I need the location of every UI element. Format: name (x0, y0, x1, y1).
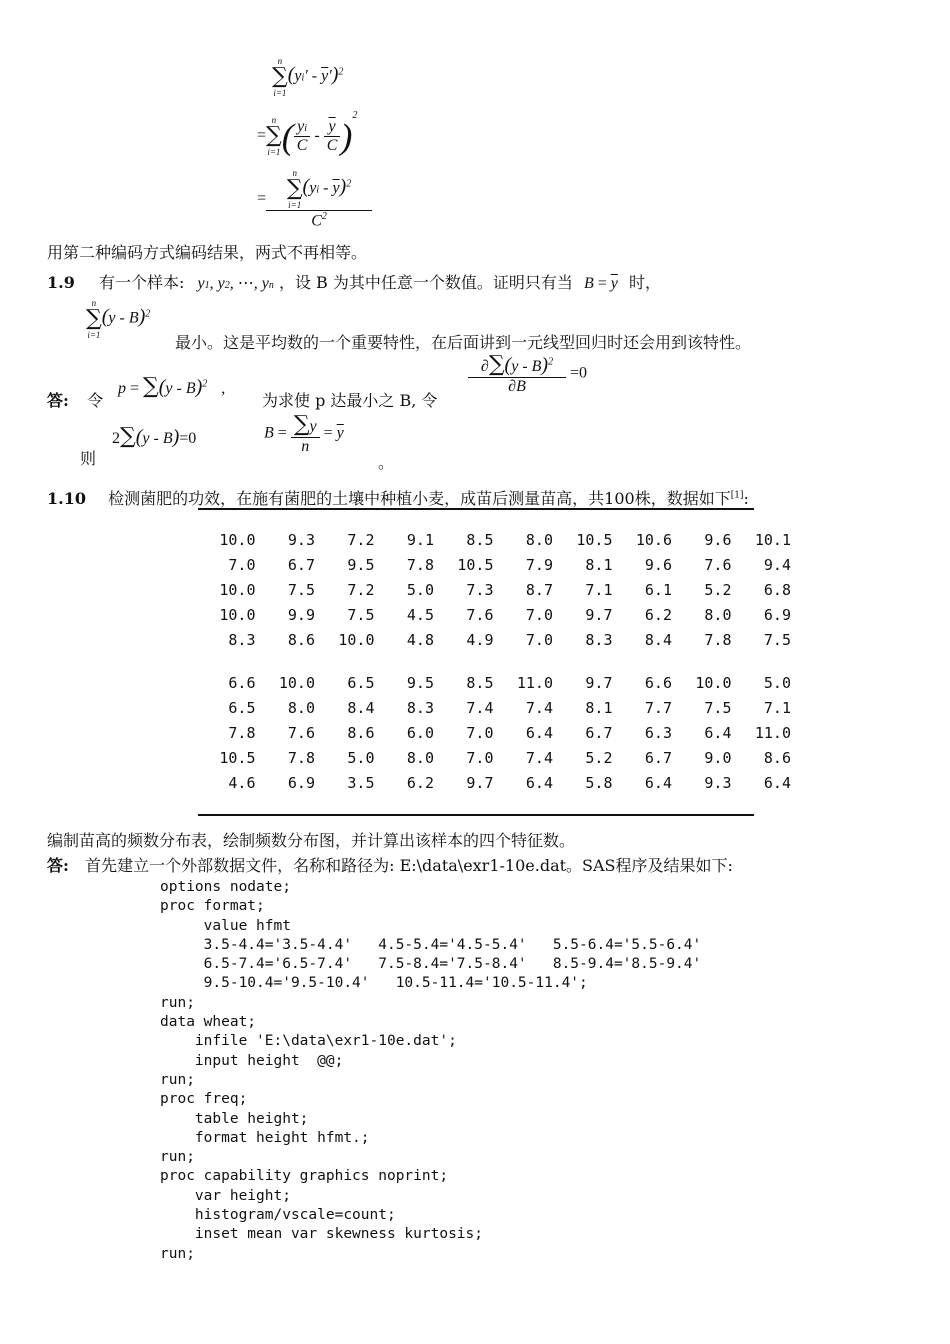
table-cell: 6.6 (644, 674, 672, 693)
table-cell: 3.5 (347, 773, 375, 792)
table-cell: 8.0 (525, 531, 553, 550)
formula-sum-fraction: = n ∑ i=1 ( $\frac{yi}{C}$ - $\frac{\overline{y}}{C}$ )$^2$ (257, 110, 358, 158)
table-cell: 6.4 (704, 723, 732, 742)
table-cell: 6.7 (644, 748, 672, 767)
table-cell: 6.4 (763, 773, 791, 792)
table-cell: 10.5 (576, 531, 613, 550)
code-line: input height @@; (160, 1052, 344, 1069)
table-row (200, 671, 795, 696)
formula-sum-y-minus-b: n ∑ i=1 (y - B)$^2$ (86, 298, 151, 340)
table-cell: 8.0 (406, 748, 434, 767)
table-cell: 10.5 (219, 748, 256, 767)
table-cell: 5.0 (406, 580, 434, 599)
sample-expression: y1, y2, ⋯, yn (197, 275, 274, 292)
table-cell: 7.8 (406, 556, 434, 575)
problem-number: 1.9 (47, 273, 75, 292)
table-cell: 7.7 (644, 699, 672, 718)
table-cell: 7.5 (763, 630, 791, 649)
table-cell: 7.6 (704, 556, 732, 575)
table-cell: 10.0 (695, 674, 732, 693)
table-cell: 6.4 (525, 773, 553, 792)
table-cell: 7.4 (525, 748, 553, 767)
code-line: 3.5-4.4='3.5-4.4' 4.5-5.4='4.5-5.4' 5.5-6.4='5.5-6.4' (160, 936, 702, 953)
table-cell: 10.1 (754, 531, 791, 550)
code-line: table height; (160, 1110, 309, 1127)
formula-p-definition: p = ∑(y - B)$^2$ , (118, 374, 226, 399)
code-line: format height hfmt.; (160, 1129, 370, 1146)
code-line: value hfmt (160, 917, 291, 934)
table-cell: 6.7 (585, 723, 613, 742)
data-table-block-1 (200, 528, 795, 652)
problem-text: 时， (629, 273, 662, 292)
table-cell: 5.2 (704, 580, 732, 599)
table-cell: 7.0 (525, 630, 553, 649)
table-row (200, 696, 795, 721)
table-cell: 8.6 (287, 630, 315, 649)
answer-text: 为求使 p 达最小之 B, 令 (262, 391, 438, 410)
table-cell: 8.5 (466, 531, 494, 550)
table-cell: 6.5 (228, 699, 256, 718)
table-cell: 5.2 (585, 748, 613, 767)
code-line: run; (160, 994, 195, 1011)
table-cell: 6.3 (644, 723, 672, 742)
table-row (200, 602, 795, 627)
code-line: proc freq; (160, 1091, 248, 1108)
table-cell: 6.9 (763, 605, 791, 624)
reference-mark: [1] (730, 490, 744, 501)
answer-text: 首先建立一个外部数据文件，名称和路径为: E:\data\exr1-10e.dat。SAS程序及结果如下: (85, 856, 733, 875)
table-cell: 7.4 (525, 699, 553, 718)
table-cell: 8.7 (525, 580, 553, 599)
problem-text: : (743, 489, 749, 508)
table-bottom-rule (198, 814, 754, 816)
table-cell: 6.7 (287, 556, 315, 575)
table-cell: 7.6 (466, 605, 494, 624)
table-row (200, 745, 795, 770)
table-cell: 4.9 (466, 630, 494, 649)
answer-label: 答: (47, 856, 69, 875)
table-cell: 7.6 (287, 723, 315, 742)
table-cell: 9.7 (585, 605, 613, 624)
table-cell: 7.5 (704, 699, 732, 718)
table-cell: 7.1 (585, 580, 613, 599)
answer-label: 答: (47, 391, 69, 410)
table-cell: 6.5 (347, 674, 375, 693)
answer-text: 则 (80, 449, 97, 468)
table-cell: 9.7 (585, 674, 613, 693)
table-cell: 7.2 (347, 580, 375, 599)
table-cell: 6.1 (644, 580, 672, 599)
condition-expression: $B = \overline{y}$ (583, 275, 618, 292)
problem-number: 1.10 (47, 489, 86, 508)
table-cell: 10.0 (219, 580, 256, 599)
code-line: data wheat; (160, 1014, 257, 1031)
code-line: infile 'E:\data\exr1-10e.dat'; (160, 1033, 457, 1050)
table-row (200, 721, 795, 746)
problem-1-9-line1 (47, 270, 661, 293)
table-cell: 9.9 (287, 605, 315, 624)
table-cell: 4.8 (406, 630, 434, 649)
table-cell: 7.2 (347, 531, 375, 550)
table-cell: 9.6 (704, 531, 732, 550)
formula-partial-derivative: $\frac{\partial\sum(y - B)^2}{\partial B}$ =0 (468, 352, 587, 396)
sas-code-block (160, 878, 701, 1264)
table-cell: 8.6 (347, 723, 375, 742)
answer-1-9-line1 (47, 388, 103, 411)
table-cell: 8.4 (347, 699, 375, 718)
answer-1-10 (47, 853, 733, 876)
table-cell: 7.5 (347, 605, 375, 624)
task-text: 编制苗高的频数分布表，绘制频数分布图，并计算出该样本的四个特征数。 (47, 831, 576, 850)
table-cell: 6.4 (525, 723, 553, 742)
formula-sum-transformed: n ∑ i=1 $(yi' - \overline{y}')^2$ (272, 56, 344, 98)
table-cell: 7.3 (466, 580, 494, 599)
table-cell: 6.2 (644, 605, 672, 624)
table-cell: 9.4 (763, 556, 791, 575)
table-cell: 4.6 (228, 773, 256, 792)
code-line: 9.5-10.4='9.5-10.4' 10.5-11.4='10.5-11.4'; (160, 975, 588, 992)
table-row (200, 578, 795, 603)
problem-text: 有一个样本: (99, 273, 185, 292)
table-row (200, 770, 795, 795)
table-cell: 9.5 (347, 556, 375, 575)
code-line: options nodate; (160, 879, 291, 895)
table-cell: 8.4 (644, 630, 672, 649)
code-line: 6.5-7.4='6.5-7.4' 7.5-8.4='7.5-8.4' 8.5-9.4='8.5-9.4' (160, 956, 702, 973)
table-cell: 10.5 (457, 556, 494, 575)
table-cell: 10.0 (219, 605, 256, 624)
table-cell: 5.8 (585, 773, 613, 792)
table-cell: 6.6 (228, 674, 256, 693)
table-cell: 7.0 (466, 723, 494, 742)
table-top-rule (198, 508, 754, 510)
code-line: proc format; (160, 898, 265, 915)
table-cell: 10.0 (219, 531, 256, 550)
intro-text: 用第二种编码方式编码结果，两式不再相等。 (47, 243, 368, 262)
data-table-block-2 (200, 671, 795, 795)
table-row (200, 553, 795, 578)
table-cell: 9.1 (406, 531, 434, 550)
problem-text: ，设 B 为其中任意一个数值。证明只有当 (278, 273, 573, 292)
table-cell: 10.6 (635, 531, 672, 550)
table-cell: 4.5 (406, 605, 434, 624)
table-cell: 8.3 (228, 630, 256, 649)
table-cell: 9.3 (704, 773, 732, 792)
code-line: histogram/vscale=count; (160, 1207, 396, 1224)
code-line: var height; (160, 1187, 291, 1204)
table-cell: 11.0 (516, 674, 553, 693)
problem-text: 检测菌肥的功效，在施有菌肥的土壤中种植小麦，成苗后测量苗高，共100株，数据如下 (108, 489, 731, 508)
table-cell: 8.6 (763, 748, 791, 767)
table-cell: 7.8 (228, 723, 256, 742)
table-cell: 8.3 (585, 630, 613, 649)
answer-text: 令 (87, 391, 104, 410)
code-line: run; (160, 1071, 195, 1088)
formula-sum-zero: 2∑(y - B)=0 (112, 424, 197, 449)
table-cell: 7.0 (525, 605, 553, 624)
table-row (200, 627, 795, 652)
table-cell: 5.0 (347, 748, 375, 767)
table-cell: 9.5 (406, 674, 434, 693)
table-cell: 7.0 (228, 556, 256, 575)
formula-sum-over-c2: = n ∑ i=1 $(yi - \overline{y})^2$ $C^2$ (257, 168, 372, 230)
table-cell: 9.6 (644, 556, 672, 575)
table-cell: 8.1 (585, 699, 613, 718)
table-cell: 7.4 (466, 699, 494, 718)
table-cell: 7.5 (287, 580, 315, 599)
table-cell: 5.0 (763, 674, 791, 693)
code-line: inset mean var skewness kurtosis; (160, 1226, 484, 1243)
table-cell: 10.0 (278, 674, 315, 693)
code-line: run; (160, 1149, 195, 1166)
problem-1-10 (47, 486, 749, 509)
table-cell: 11.0 (754, 723, 791, 742)
code-line: run; (160, 1245, 195, 1262)
table-cell: 6.8 (763, 580, 791, 599)
table-cell: 6.0 (406, 723, 434, 742)
table-row (200, 528, 795, 553)
table-cell: 7.8 (704, 630, 732, 649)
table-cell: 6.9 (287, 773, 315, 792)
table-cell: 8.5 (466, 674, 494, 693)
formula-b-mean: B = $\frac{\sum y}{n}$ = $\overline{y}$ (264, 412, 344, 455)
problem-text: 最小。这是平均数的一个重要特性，在后面讲到一元线型回归时还会用到该特性。 (175, 333, 752, 352)
table-cell: 7.8 (287, 748, 315, 767)
table-cell: 7.0 (466, 748, 494, 767)
table-cell: 9.0 (704, 748, 732, 767)
code-line: proc capability graphics noprint; (160, 1168, 449, 1185)
table-cell: 6.4 (644, 773, 672, 792)
table-cell: 7.1 (763, 699, 791, 718)
table-cell: 8.0 (287, 699, 315, 718)
table-cell: 7.9 (525, 556, 553, 575)
table-cell: 8.3 (406, 699, 434, 718)
table-cell: 10.0 (338, 630, 375, 649)
table-cell: 9.3 (287, 531, 315, 550)
answer-text: 。 (378, 453, 395, 472)
table-cell: 6.2 (406, 773, 434, 792)
table-cell: 9.7 (466, 773, 494, 792)
table-cell: 8.1 (585, 556, 613, 575)
table-cell: 8.0 (704, 605, 732, 624)
